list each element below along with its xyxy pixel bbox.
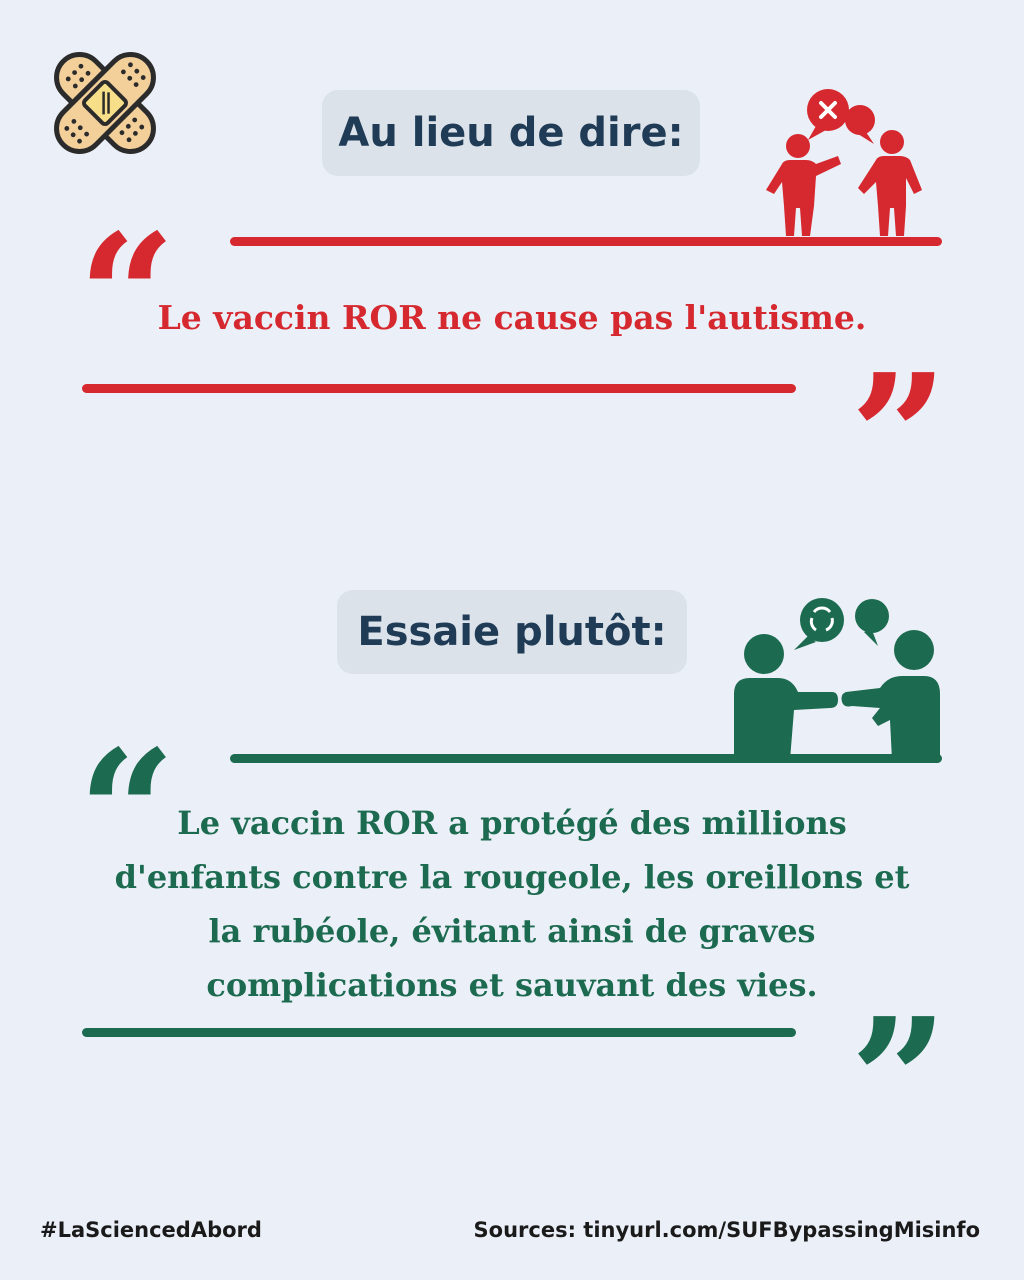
bottom-divider-line-lower: [82, 1028, 796, 1037]
bottom-divider-line-upper: [230, 754, 942, 763]
hashtag-text: #LaSciencedAbord: [40, 1218, 262, 1242]
crossed-bandages-icon: [38, 36, 172, 170]
top-divider-line-lower: [82, 384, 796, 393]
handshake-people-icon: [726, 596, 948, 760]
statement-instead-of-saying: Le vaccin ROR ne cause pas l'autisme.: [157, 298, 867, 337]
statement-try-instead: Le vaccin ROR a protégé des millions d'enfants contre la rougeole, les oreillons et la rubéole, évitant ainsi de graves complications et sauvant des vies.: [114, 804, 910, 1004]
close-quote-mark-bottom: ”: [850, 996, 948, 1106]
arguing-people-icon: [760, 86, 935, 244]
heading-try-instead: Essaie plutôt:: [337, 590, 687, 674]
open-quote-mark-top: “: [78, 212, 176, 322]
top-divider-line-upper: [230, 237, 942, 246]
heading-instead-of-saying: Au lieu de dire:: [322, 90, 700, 176]
open-quote-mark-bottom: “: [78, 728, 176, 838]
close-quote-mark-top: ”: [850, 352, 948, 462]
sources-link[interactable]: Sources: tinyurl.com/SUFBypassingMisinfo: [473, 1218, 980, 1242]
